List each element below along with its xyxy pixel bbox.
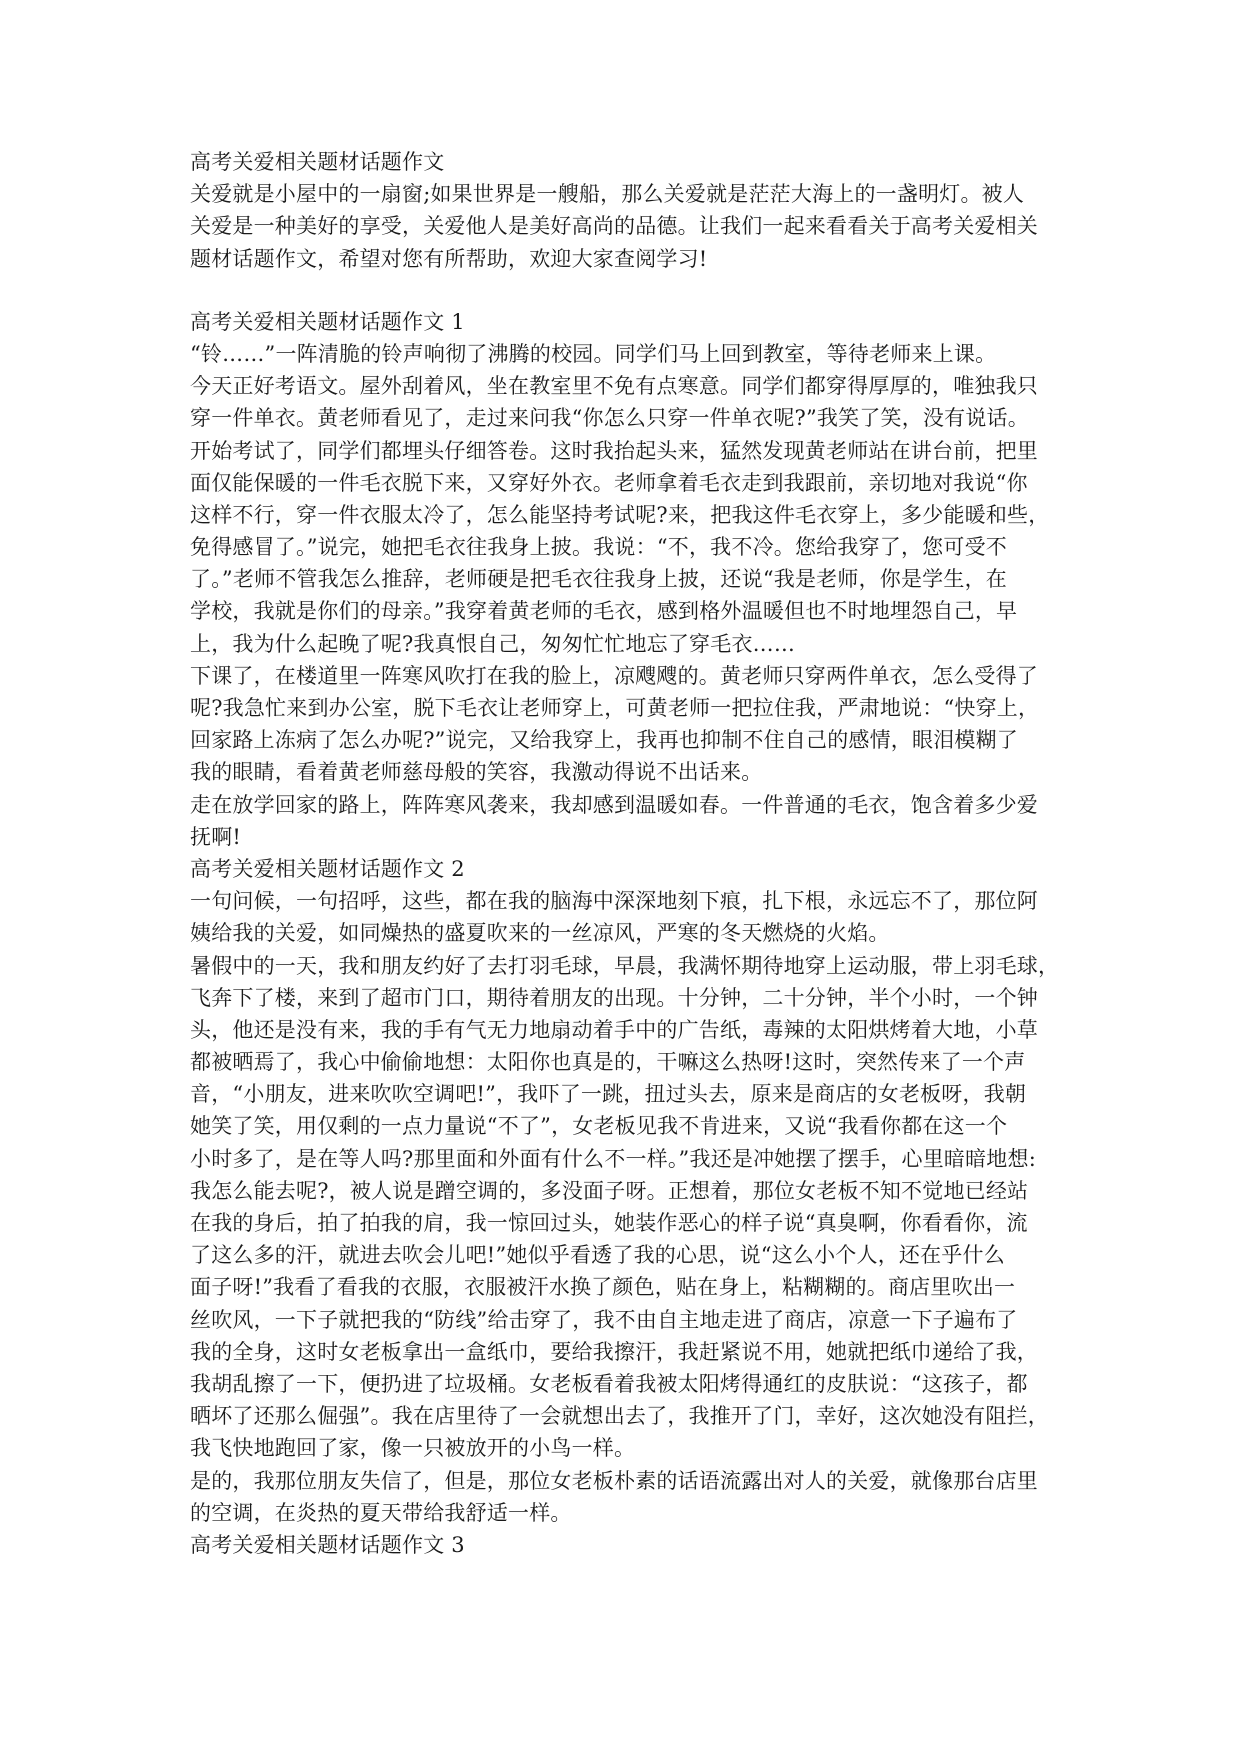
essay-line: 姨给我的关爱，如同燥热的盛夏吹来的一丝凉风，严寒的冬天燃烧的火焰。: [190, 921, 890, 946]
essay-line: 是的，我那位朋友失信了，但是，那位女老板朴素的话语流露出对人的关爱，就像那台店里: [190, 1468, 1038, 1493]
essay-line: “铃……”一阵清脆的铃声响彻了沸腾的校园。同学们马上回到教室，等待老师来上课。: [190, 341, 997, 366]
essay-line: 我怎么能去呢?，被人说是蹭空调的，多没面子呀。正想着，那位女老板不知不觉地已经站: [190, 1178, 1029, 1203]
essay-line: 都被晒焉了，我心中偷偷地想：太阳你也真是的，干嘛这么热呀!这时，突然传来了一个声: [190, 1050, 1026, 1075]
essay-line: 回家路上冻病了怎么办呢?”说完，又给我穿上，我再也抑制不住自己的感情，眼泪模糊了: [190, 728, 1018, 753]
essay-line: 我飞快地跑回了家，像一只被放开的小鸟一样。: [190, 1436, 636, 1461]
essay-1-body: [190, 338, 1060, 853]
essay-line: 今天正好考语文。屋外刮着风，坐在教室里不免有点寒意。同学们都穿得厚厚的，唯独我只: [190, 374, 1038, 399]
essay-line: 的空调，在炎热的夏天带给我舒适一样。: [190, 1500, 572, 1525]
document-title: 高考关爱相关题材话题作文: [190, 150, 445, 174]
essay-line: 她笑了笑，用仅剩的一点力量说“不了”，女老板见我不肯进来，又说“我看你都在这一个: [190, 1114, 1008, 1139]
essay-3-heading: 高考关爱相关题材话题作文 3: [190, 1532, 465, 1557]
essay-line: 面仅能保暖的一件毛衣脱下来，又穿好外衣。老师拿着毛衣走到我跟前，亲切地对我说“你: [190, 470, 1028, 495]
essay-line: 小时多了，是在等人吗?那里面和外面有什么不一样。”我还是冲她摆了摆手，心里暗暗地想:: [190, 1146, 1036, 1171]
intro-paragraph: [190, 178, 1060, 275]
intro-line: 关爱是一种美好的享受，关爱他人是美好高尚的品德。让我们一起来看看关于高考关爱相关: [190, 214, 1038, 239]
essay-line: 开始考试了，同学们都埋头仔细答卷。这时我抬起头来，猛然发现黄老师站在讲台前，把里: [190, 438, 1038, 463]
essay-line: 音，“小朋友，进来吹吹空调吧!”，我吓了一跳，扭过头去，原来是商店的女老板呀，我朝: [190, 1082, 1027, 1107]
essay-line: 抚啊!: [190, 824, 242, 849]
essay-2-body: [190, 885, 1060, 1529]
essay-line: 飞奔下了楼，来到了超市门口，期待着朋友的出现。十分钟，二十分钟，半个小时，一个钟: [190, 985, 1038, 1010]
essay-line: 一句问候，一句招呼，这些，都在我的脑海中深深地刻下痕，扎下根，永远忘不了，那位阿: [190, 889, 1038, 914]
essay-line: 免得感冒了。”说完，她把毛衣往我身上披。我说：“不，我不冷。您给我穿了，您可受不: [190, 535, 1007, 560]
essay-line: 呢?我急忙来到办公室，脱下毛衣让老师穿上，可黄老师一把拉住我，严肃地说：“快穿上，: [190, 696, 1040, 720]
intro-line: 关爱就是小屋中的一扇窗;如果世界是一艘船，那么关爱就是茫茫大海上的一盏明灯。被人: [190, 182, 1025, 207]
essay-line: 走在放学回家的路上，阵阵寒风袭来，我却感到温暖如春。一件普通的毛衣，饱含着多少爱: [190, 792, 1038, 817]
essay-line: 面子呀!”我看了看我的衣服，衣服被汗水换了颜色，贴在身上，粘糊糊的。商店里吹出一: [190, 1275, 1016, 1300]
essay-line: 丝吹风，一下子就把我的“防线”给击穿了，我不由自主地走进了商店，凉意一下子遍布了: [190, 1307, 1018, 1332]
essay-line: 我的眼睛，看着黄老师慈母般的笑容，我激动得说不出话来。: [190, 760, 763, 785]
essay-line: 晒坏了还那么倔强”。我在店里待了一会就想出去了，我推开了门，幸好，这次她没有阻拦，: [190, 1404, 1049, 1429]
essay-line: 暑假中的一天，我和朋友约好了去打羽毛球，早晨，我满怀期待地穿上运动服，带上羽毛球，: [190, 953, 1060, 978]
essay-line: 我的全身，这时女老板拿出一盒纸巾，要给我擦汗，我赶紧说不用，她就把纸巾递给了我，: [190, 1339, 1038, 1364]
essay-line: 头，他还是没有来，我的手有气无力地扇动着手中的广告纸，毒辣的太阳烘烤着大地，小草: [190, 1017, 1038, 1042]
document-page: [190, 146, 1060, 1561]
essay-line: 这样不行，穿一件衣服太冷了，怎么能坚持考试呢?来，把我这件毛衣穿上，多少能暖和些，: [190, 502, 1050, 527]
essay-line: 在我的身后，拍了拍我的肩，我一惊回过头，她装作恶心的样子说“真臭啊，你看看你，流: [190, 1211, 1028, 1235]
essay-line: 了这么多的汗，就进去吹会儿吧!”她似乎看透了我的心思，说“这么小个人，还在乎什么: [190, 1243, 1005, 1268]
intro-line: 题材话题作文，希望对您有所帮助，欢迎大家查阅学习!: [190, 246, 708, 271]
essay-line: 上，我为什么起晚了呢?我真恨自己，匆匆忙忙地忘了穿毛衣……: [190, 631, 796, 656]
essay-line: 穿一件单衣。黄老师看见了，走过来问我“你怎么只穿一件单衣呢?”我笑了笑，没有说话。: [190, 406, 1029, 431]
essay-2-heading: 高考关爱相关题材话题作文 2: [190, 856, 465, 881]
essay-1-heading: 高考关爱相关题材话题作文 1: [190, 309, 465, 334]
essay-line: 了。”老师不管我怎么推辞，老师硬是把毛衣往我身上披，还说“我是老师，你是学生，在: [190, 567, 1007, 592]
blank-line: [190, 275, 1060, 306]
essay-line: 学校，我就是你们的母亲。”我穿着黄老师的毛衣，感到格外温暖但也不时地埋怨自己，早: [190, 599, 1018, 624]
essay-line: 下课了，在楼道里一阵寒风吹打在我的脸上，凉飕飕的。黄老师只穿两件单衣，怎么受得了: [190, 663, 1038, 688]
essay-line: 我胡乱擦了一下，便扔进了垃圾桶。女老板看着我被太阳烤得通红的皮肤说：“这孩子，都: [190, 1371, 1028, 1396]
